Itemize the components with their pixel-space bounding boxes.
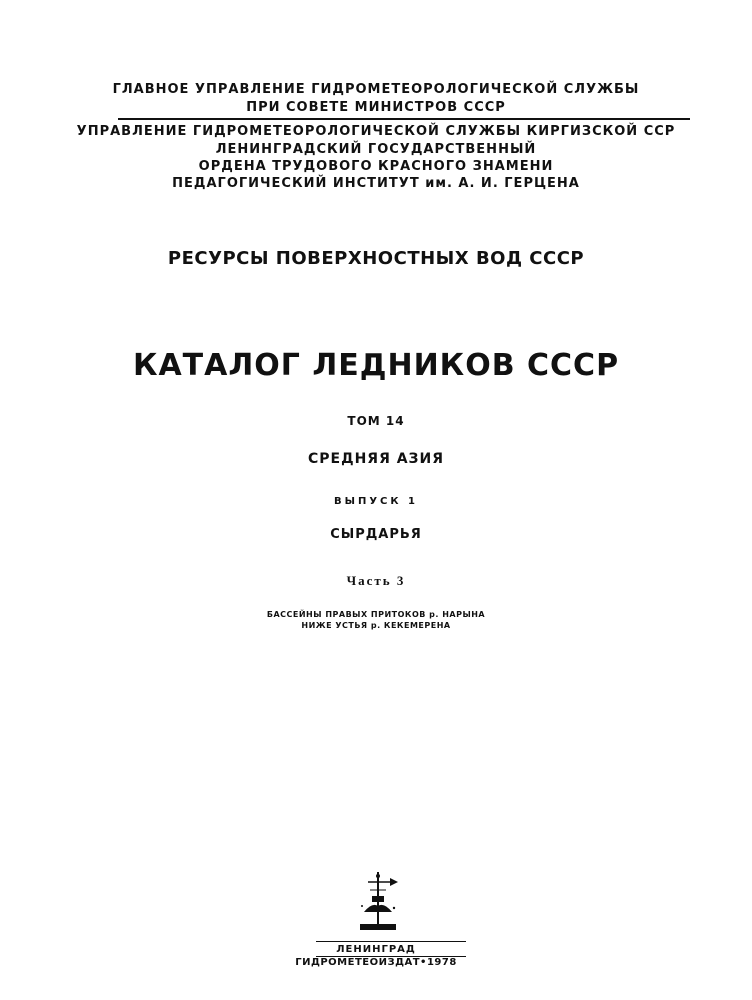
main-title: КАТАЛОГ ЛЕДНИКОВ СССР: [132, 348, 620, 383]
basin-line-1: БАССЕЙНЫ ПРАВЫХ ПРИТОКОВ р. НАРЫНА: [266, 610, 486, 619]
org-line-1: ГЛАВНОЕ УПРАВЛЕНИЕ ГИДРОМЕТЕОРОЛОГИЧЕСКОЙ СЛУЖБЫ: [112, 82, 640, 97]
volume-label: ТОМ 14: [347, 414, 405, 428]
region-label: СРЕДНЯЯ АЗИЯ: [308, 451, 444, 467]
imprint-rule-top: [316, 941, 466, 942]
header-rule: [118, 118, 690, 120]
org-line-2: ПРИ СОВЕТЕ МИНИСТРОВ СССР: [246, 100, 506, 115]
imprint-city: ЛЕНИНГРАД: [336, 944, 416, 955]
part-label: Часть 3: [346, 573, 406, 588]
imprint-publisher: ГИДРОМЕТЕОИЗДАТ•1978: [295, 957, 457, 968]
river-label: СЫРДАРЬЯ: [330, 527, 422, 542]
weather-vane-icon: [360, 872, 398, 930]
institution-line-4: ПЕДАГОГИЧЕСКИЙ ИНСТИТУТ им. А. И. ГЕРЦЕНА: [172, 176, 580, 191]
institution-line-1: УПРАВЛЕНИЕ ГИДРОМЕТЕОРОЛОГИЧЕСКОЙ СЛУЖБЫ КИРГИЗСКОЙ ССР: [76, 124, 676, 139]
issue-label: ВЫПУСК 1: [333, 496, 418, 507]
institution-line-3: ОРДЕНА ТРУДОВОГО КРАСНОГО ЗНАМЕНИ: [198, 159, 554, 174]
institution-line-2: ЛЕНИНГРАДСКИЙ ГОСУДАРСТВЕННЫЙ: [215, 142, 537, 157]
publisher-emblem: [350, 868, 406, 936]
series-title: РЕСУРСЫ ПОВЕРХНОСТНЫХ ВОД СССР: [167, 248, 585, 269]
basin-line-2: НИЖЕ УСТЬЯ р. КЕКЕМЕРЕНА: [301, 621, 451, 630]
